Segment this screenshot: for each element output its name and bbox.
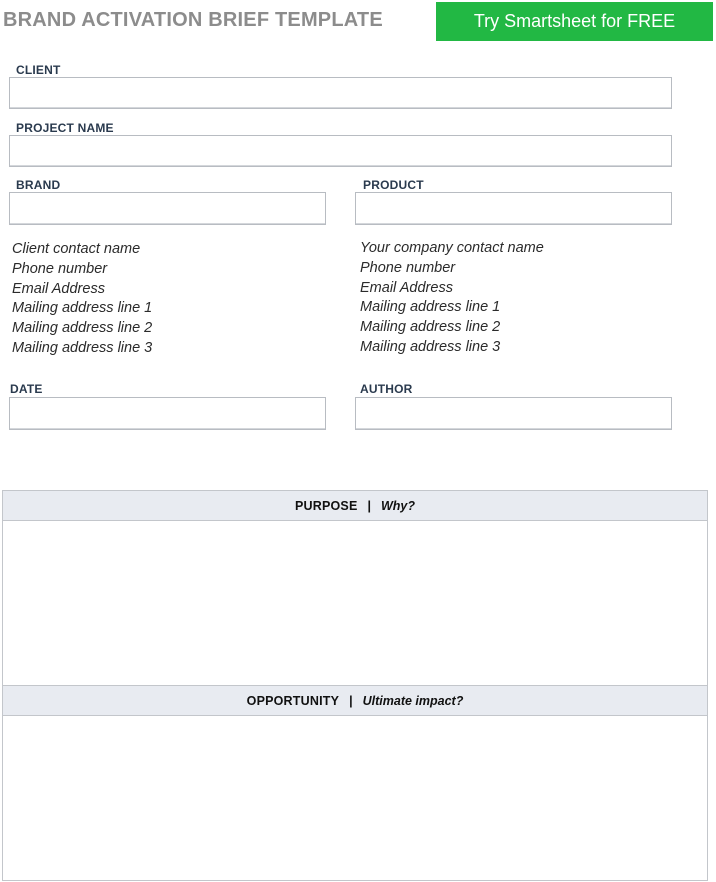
opportunity-header (3, 686, 707, 716)
company-contact-block (360, 239, 544, 358)
purpose-separator: | (367, 498, 371, 513)
client-mailing-address-line-1[interactable]: Mailing address line 1 (12, 300, 153, 317)
opportunity-prompt: Ultimate impact? (362, 693, 464, 708)
client-mailing-address-line-2[interactable]: Mailing address line 2 (12, 320, 153, 337)
opportunity-separator: | (349, 693, 353, 708)
author-field[interactable] (355, 397, 672, 430)
company-contact-name[interactable]: Your company contact name (360, 240, 544, 256)
try-smartsheet-button[interactable]: Try Smartsheet for FREE (436, 2, 713, 41)
opportunity-content-area[interactable] (3, 716, 707, 880)
opportunity-section (2, 685, 708, 881)
client-contact-name[interactable]: Client contact name (12, 241, 141, 257)
client-mailing-address-line-3[interactable]: Mailing address line 3 (12, 339, 153, 356)
author-label: AUTHOR (360, 382, 413, 396)
brand-label: BRAND (16, 178, 61, 192)
company-phone-number[interactable]: Phone number (360, 259, 456, 276)
company-email-address[interactable]: Email Address (360, 279, 453, 296)
company-mailing-address-line-1[interactable]: Mailing address line 1 (360, 299, 501, 316)
product-field[interactable] (355, 192, 672, 225)
client-field[interactable] (9, 77, 672, 109)
purpose-prompt: Why? (381, 498, 416, 513)
company-mailing-address-line-3[interactable]: Mailing address line 3 (360, 338, 501, 355)
date-label: DATE (10, 382, 43, 396)
brand-field[interactable] (9, 192, 326, 225)
product-label: PRODUCT (363, 178, 424, 192)
purpose-content-area[interactable] (3, 521, 707, 685)
date-field[interactable] (9, 397, 326, 430)
purpose-section (2, 490, 708, 686)
project-name-field[interactable] (9, 135, 672, 167)
client-label: CLIENT (16, 63, 61, 77)
purpose-heading: PURPOSE (294, 498, 358, 513)
opportunity-heading: OPPORTUNITY (246, 693, 340, 708)
page-title: BRAND ACTIVATION BRIEF TEMPLATE (3, 9, 383, 31)
client-phone-number[interactable]: Phone number (12, 260, 108, 277)
purpose-header (3, 491, 707, 521)
client-email-address[interactable]: Email Address (12, 280, 105, 297)
project-name-label: PROJECT NAME (16, 121, 114, 135)
client-contact-block (12, 240, 152, 359)
company-mailing-address-line-2[interactable]: Mailing address line 2 (360, 319, 501, 336)
